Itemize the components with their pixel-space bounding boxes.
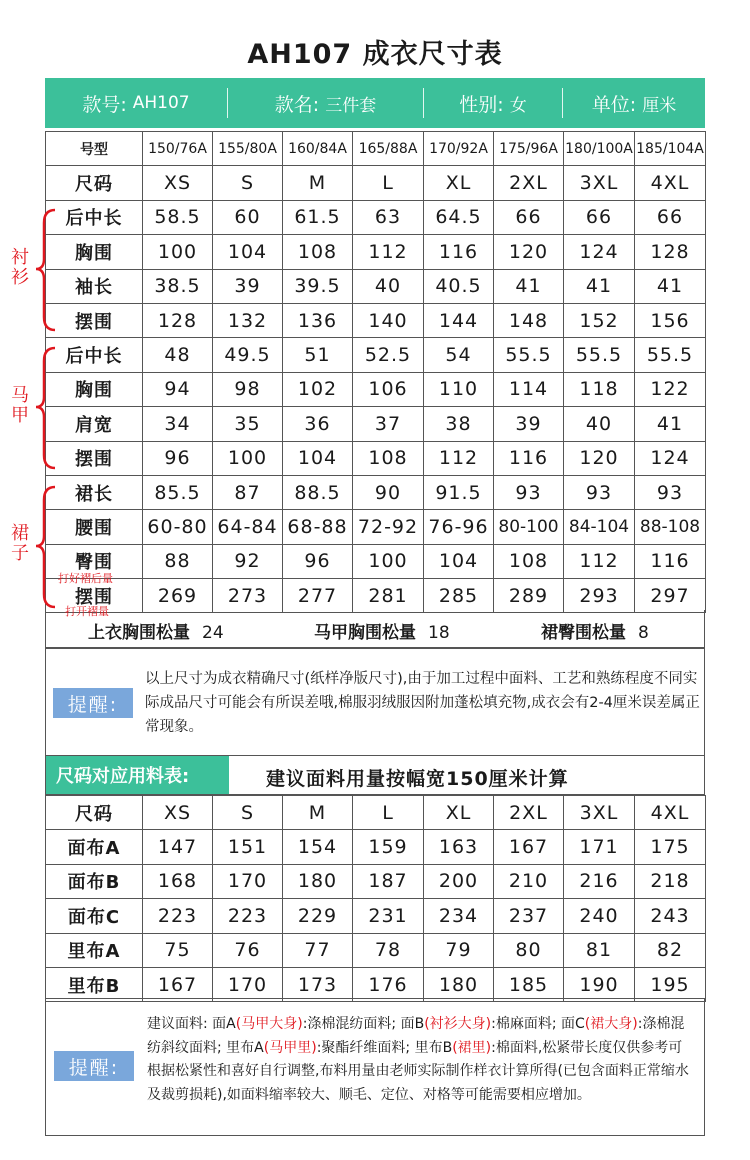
fabric-label: 面布A — [46, 830, 143, 864]
size-code-cell: 165/88A — [353, 132, 424, 166]
fabric-value: 171 — [564, 830, 635, 864]
measure-value: 128 — [143, 303, 213, 337]
measure-value: 124 — [564, 235, 635, 269]
gender-label: 性别: — [459, 93, 504, 116]
unit-value: 厘米 — [642, 95, 677, 116]
fabric-value: 77 — [283, 933, 353, 967]
table-row — [46, 510, 706, 544]
measure-value: 289 — [494, 579, 564, 613]
fabric-size-cell: S — [213, 796, 283, 830]
fabric-value: 79 — [424, 933, 494, 967]
size-cell: L — [353, 166, 424, 200]
fabric-reminder-text — [147, 1013, 695, 1107]
measure-value: 114 — [494, 372, 564, 406]
fabric-value: 223 — [213, 899, 283, 933]
note-red-part: (马甲大身) — [235, 1016, 303, 1032]
measure-value: 132 — [213, 303, 283, 337]
measure-value: 66 — [494, 200, 564, 234]
measure-value: 85.5 — [143, 475, 213, 509]
measure-value: 140 — [353, 303, 424, 337]
measure-value: 118 — [564, 372, 635, 406]
measure-label: 后中长 — [46, 200, 143, 234]
measure-value: 88-108 — [635, 510, 706, 544]
measure-value: 100 — [213, 441, 283, 475]
measure-value: 41 — [494, 269, 564, 303]
size-cell: XS — [143, 166, 213, 200]
measure-value: 124 — [635, 441, 706, 475]
fabric-value: 81 — [564, 933, 635, 967]
size-code-cell: 160/84A — [283, 132, 353, 166]
table-row — [46, 338, 706, 372]
measure-value: 88 — [143, 544, 213, 578]
fabric-value: 240 — [564, 899, 635, 933]
measure-value: 285 — [424, 579, 494, 613]
skirt-ease-value: 8 — [638, 623, 649, 643]
table-row — [46, 200, 706, 234]
table-row — [46, 407, 706, 441]
style-no-value: AH107 — [132, 93, 190, 113]
measure-value: 84-104 — [564, 510, 635, 544]
top-ease — [88, 618, 224, 643]
size-code-cell: 180/100A — [564, 132, 635, 166]
size-code-cell: 175/96A — [494, 132, 564, 166]
header-divider — [227, 88, 228, 118]
note-text-part: :涤棉混纺斜纹面料; 里布A — [147, 1016, 685, 1056]
measure-value: 96 — [283, 544, 353, 578]
vest-ease-value: 18 — [428, 623, 450, 643]
measure-value: 120 — [564, 441, 635, 475]
measure-value: 93 — [635, 475, 706, 509]
measure-value: 102 — [283, 372, 353, 406]
fabric-label: 里布B — [46, 967, 143, 1001]
style-no-cell — [45, 78, 227, 128]
name-label: 款名: — [274, 93, 320, 116]
measure-value: 100 — [143, 235, 213, 269]
fabric-value: 163 — [424, 830, 494, 864]
measure-value: 51 — [283, 338, 353, 372]
note-text-part: :聚酯纤维面料; 里布B — [316, 1039, 453, 1056]
measure-value: 54 — [424, 338, 494, 372]
measure-value: 68-88 — [283, 510, 353, 544]
measure-value: 104 — [213, 235, 283, 269]
note-red-part: (衬衫大身) — [424, 1016, 492, 1032]
measure-value: 55.5 — [564, 338, 635, 372]
size-code-cell: 155/80A — [213, 132, 283, 166]
measure-value: 156 — [635, 303, 706, 337]
fabric-reminder-button[interactable]: 提醒: — [54, 1051, 134, 1081]
fabric-label: 面布B — [46, 864, 143, 898]
measure-value: 152 — [564, 303, 635, 337]
fabric-value: 243 — [635, 899, 706, 933]
note-red-part: (裙大身) — [584, 1016, 638, 1032]
fabric-size-cell: XS — [143, 796, 213, 830]
measure-value: 66 — [564, 200, 635, 234]
header-divider — [423, 88, 424, 118]
measure-value: 55.5 — [635, 338, 706, 372]
fabric-size-cell: 4XL — [635, 796, 706, 830]
measure-value: 36 — [283, 407, 353, 441]
ease-row — [45, 610, 705, 648]
measure-value: 80-100 — [494, 510, 564, 544]
header-band — [45, 78, 705, 128]
table-row — [46, 967, 706, 1001]
reminder-button[interactable]: 提醒: — [53, 688, 133, 718]
fabric-value: 173 — [283, 967, 353, 1001]
note-text-part: :棉面料,松紧带长度仅供参考可根据松紧性和喜好自行调整,布料用量由老师实际制作样衣计算所得(已包含面料正常缩水及裁剪损耗),如面料缩率较大、顺毛、定位、对格等可能需要相应增加。 — [147, 1039, 689, 1103]
size-cell: XL — [424, 166, 494, 200]
measure-value: 41 — [635, 269, 706, 303]
measure-value: 269 — [143, 579, 213, 613]
measure-value: 66 — [635, 200, 706, 234]
size-row — [46, 166, 706, 200]
fabric-table — [45, 795, 706, 1002]
measure-value: 277 — [283, 579, 353, 613]
measure-value: 58.5 — [143, 200, 213, 234]
measure-value: 110 — [424, 372, 494, 406]
measure-value: 41 — [635, 407, 706, 441]
measure-value: 108 — [494, 544, 564, 578]
code-row — [46, 132, 706, 166]
fabric-label: 面布C — [46, 899, 143, 933]
hem-measure-note: 打开褶量 — [65, 605, 109, 618]
unit-label: 单位: — [591, 93, 637, 116]
fabric-value: 75 — [143, 933, 213, 967]
page-title: AH107 成衣尺寸表 — [247, 39, 503, 70]
measure-value: 297 — [635, 579, 706, 613]
measure-value: 112 — [564, 544, 635, 578]
measure-value: 144 — [424, 303, 494, 337]
note-text-part: 建议面料: 面A — [147, 1016, 236, 1032]
measure-value: 120 — [494, 235, 564, 269]
fabric-value: 229 — [283, 899, 353, 933]
measure-value: 55.5 — [494, 338, 564, 372]
table-row — [46, 303, 706, 337]
measure-value: 34 — [143, 407, 213, 441]
measure-label: 胸围 — [46, 235, 143, 269]
measure-label: 摆围 — [46, 579, 143, 613]
measure-value: 72-92 — [353, 510, 424, 544]
measure-value: 64.5 — [424, 200, 494, 234]
measure-label: 臀围 — [46, 544, 143, 578]
measure-value: 281 — [353, 579, 424, 613]
fabric-value: 154 — [283, 830, 353, 864]
measure-value: 136 — [283, 303, 353, 337]
fabric-value: 187 — [353, 864, 424, 898]
note-text-part: :棉麻面料; 面C — [491, 1016, 585, 1032]
size-cell: S — [213, 166, 283, 200]
group-label-vest: 马甲 — [11, 385, 29, 426]
fabric-value: 176 — [353, 967, 424, 1001]
measure-value: 49.5 — [213, 338, 283, 372]
size-code-cell: 170/92A — [424, 132, 494, 166]
measure-value: 293 — [564, 579, 635, 613]
size-code-cell: 185/104A — [635, 132, 706, 166]
fabric-size-cell: M — [283, 796, 353, 830]
measure-value: 148 — [494, 303, 564, 337]
measure-value: 273 — [213, 579, 283, 613]
top-ease-value: 24 — [202, 623, 224, 643]
fabric-value: 175 — [635, 830, 706, 864]
fabric-value: 231 — [353, 899, 424, 933]
table-row — [46, 899, 706, 933]
measure-value: 98 — [213, 372, 283, 406]
measure-value: 100 — [353, 544, 424, 578]
measure-label: 后中长 — [46, 338, 143, 372]
reminder-box — [45, 648, 705, 756]
measure-value: 112 — [424, 441, 494, 475]
fabric-value: 76 — [213, 933, 283, 967]
name-value: 三件套 — [325, 95, 377, 116]
fabric-value: 216 — [564, 864, 635, 898]
measure-label: 肩宽 — [46, 407, 143, 441]
table-row — [46, 475, 706, 509]
fabric-value: 180 — [283, 864, 353, 898]
measure-value: 60-80 — [143, 510, 213, 544]
measure-value: 108 — [283, 235, 353, 269]
measure-label: 胸围 — [46, 372, 143, 406]
fabric-value: 237 — [494, 899, 564, 933]
measure-value: 122 — [635, 372, 706, 406]
style-no-label: 款号: — [82, 93, 127, 116]
measure-value: 41 — [564, 269, 635, 303]
name-cell — [228, 78, 423, 128]
fabric-value: 190 — [564, 967, 635, 1001]
fabric-value: 80 — [494, 933, 564, 967]
measure-value: 104 — [283, 441, 353, 475]
code-row-label: 号型 — [46, 132, 143, 166]
measure-value: 48 — [143, 338, 213, 372]
fabric-value: 78 — [353, 933, 424, 967]
measure-value: 93 — [564, 475, 635, 509]
fabric-size-cell: L — [353, 796, 424, 830]
size-row-label: 尺码 — [46, 166, 143, 200]
fabric-calc-note: 建议面料用量按幅宽150厘米计算 — [266, 768, 569, 790]
measure-value: 96 — [143, 441, 213, 475]
note-red-part: (裙里) — [452, 1039, 492, 1056]
measure-value: 94 — [143, 372, 213, 406]
fabric-value: 195 — [635, 967, 706, 1001]
fabric-value: 151 — [213, 830, 283, 864]
fabric-reminder-box — [45, 998, 705, 1136]
measure-value: 108 — [353, 441, 424, 475]
fabric-value: 159 — [353, 830, 424, 864]
top-ease-label: 上衣胸围松量 — [88, 623, 190, 643]
measure-value: 87 — [213, 475, 283, 509]
measure-value: 63 — [353, 200, 424, 234]
vest-ease — [314, 618, 450, 643]
table-row — [46, 830, 706, 864]
table-row — [46, 579, 706, 613]
measure-value: 60 — [213, 200, 283, 234]
measure-value: 40 — [564, 407, 635, 441]
measure-label: 裙长 — [46, 475, 143, 509]
fabric-value: 234 — [424, 899, 494, 933]
size-cell: 3XL — [564, 166, 635, 200]
measure-value: 128 — [635, 235, 706, 269]
group-label-skirt: 裙子 — [11, 523, 29, 564]
size-code-cell: 150/76A — [143, 132, 213, 166]
vest-ease-label: 马甲胸围松量 — [314, 623, 416, 643]
brace-vest-icon — [30, 343, 60, 473]
measure-value: 39.5 — [283, 269, 353, 303]
fabric-size-label: 尺码 — [46, 796, 143, 830]
measure-value: 88.5 — [283, 475, 353, 509]
table-row — [46, 441, 706, 475]
fabric-value: 180 — [424, 967, 494, 1001]
measure-value: 92 — [213, 544, 283, 578]
fabric-value: 200 — [424, 864, 494, 898]
size-cell: M — [283, 166, 353, 200]
fabric-value: 168 — [143, 864, 213, 898]
measure-value: 40.5 — [424, 269, 494, 303]
measure-value: 90 — [353, 475, 424, 509]
measure-value: 38.5 — [143, 269, 213, 303]
unit-cell — [563, 78, 705, 128]
fabric-value: 223 — [143, 899, 213, 933]
fabric-tag: 尺码对应用料表: — [46, 756, 229, 794]
header-divider — [562, 88, 563, 118]
table-row — [46, 544, 706, 578]
fabric-size-row — [46, 796, 706, 830]
gender-value: 女 — [509, 95, 527, 116]
measure-label: 摆围 — [46, 441, 143, 475]
skirt-ease-label: 裙臀围松量 — [541, 623, 626, 643]
measure-value: 116 — [494, 441, 564, 475]
reminder-text: 以上尺寸为成衣精确尺寸(纸样净版尺寸),由于加工过程中面料、工艺和熟练程度不同实际成品尺寸可能会有所误差哦,棉服羽绒服因附加蓬松填充物,成衣会有2-4厘米误差属正常现象。 — [145, 671, 700, 735]
measure-value: 37 — [353, 407, 424, 441]
fabric-value: 82 — [635, 933, 706, 967]
gender-cell — [424, 78, 562, 128]
fabric-value: 147 — [143, 830, 213, 864]
fabric-value: 185 — [494, 967, 564, 1001]
measure-value: 61.5 — [283, 200, 353, 234]
measure-value: 52.5 — [353, 338, 424, 372]
measure-value: 76-96 — [424, 510, 494, 544]
hip-measure-note: 打好褶后量 — [58, 572, 113, 585]
table-row — [46, 235, 706, 269]
measure-value: 116 — [635, 544, 706, 578]
measure-label: 摆围 — [46, 303, 143, 337]
measure-value: 91.5 — [424, 475, 494, 509]
measure-value: 39 — [213, 269, 283, 303]
brace-shirt-icon — [30, 205, 60, 335]
measure-value: 112 — [353, 235, 424, 269]
size-cell: 2XL — [494, 166, 564, 200]
measure-label: 腰围 — [46, 510, 143, 544]
skirt-ease — [541, 618, 649, 643]
measure-value: 116 — [424, 235, 494, 269]
size-cell: 4XL — [635, 166, 706, 200]
table-row — [46, 372, 706, 406]
fabric-value: 170 — [213, 864, 283, 898]
measure-value: 39 — [494, 407, 564, 441]
measure-value: 106 — [353, 372, 424, 406]
note-text-part: :涤棉混纺面料; 面B — [302, 1016, 425, 1032]
fabric-value: 167 — [143, 967, 213, 1001]
fabric-header — [45, 755, 705, 795]
measure-value: 64-84 — [213, 510, 283, 544]
table-row — [46, 864, 706, 898]
note-red-part: (马甲里) — [263, 1039, 317, 1056]
fabric-size-cell: 3XL — [564, 796, 635, 830]
table-row — [46, 269, 706, 303]
fabric-value: 218 — [635, 864, 706, 898]
fabric-value: 210 — [494, 864, 564, 898]
brace-skirt-icon — [30, 482, 60, 612]
fabric-size-cell: XL — [424, 796, 494, 830]
measure-label: 袖长 — [46, 269, 143, 303]
measure-value: 38 — [424, 407, 494, 441]
fabric-value: 167 — [494, 830, 564, 864]
fabric-label: 里布A — [46, 933, 143, 967]
table-row — [46, 933, 706, 967]
group-label-shirt: 衬衫 — [11, 247, 29, 288]
measure-value: 93 — [494, 475, 564, 509]
measure-value: 40 — [353, 269, 424, 303]
fabric-value: 170 — [213, 967, 283, 1001]
fabric-size-cell: 2XL — [494, 796, 564, 830]
measure-value: 104 — [424, 544, 494, 578]
measure-value: 35 — [213, 407, 283, 441]
size-table — [45, 131, 706, 613]
